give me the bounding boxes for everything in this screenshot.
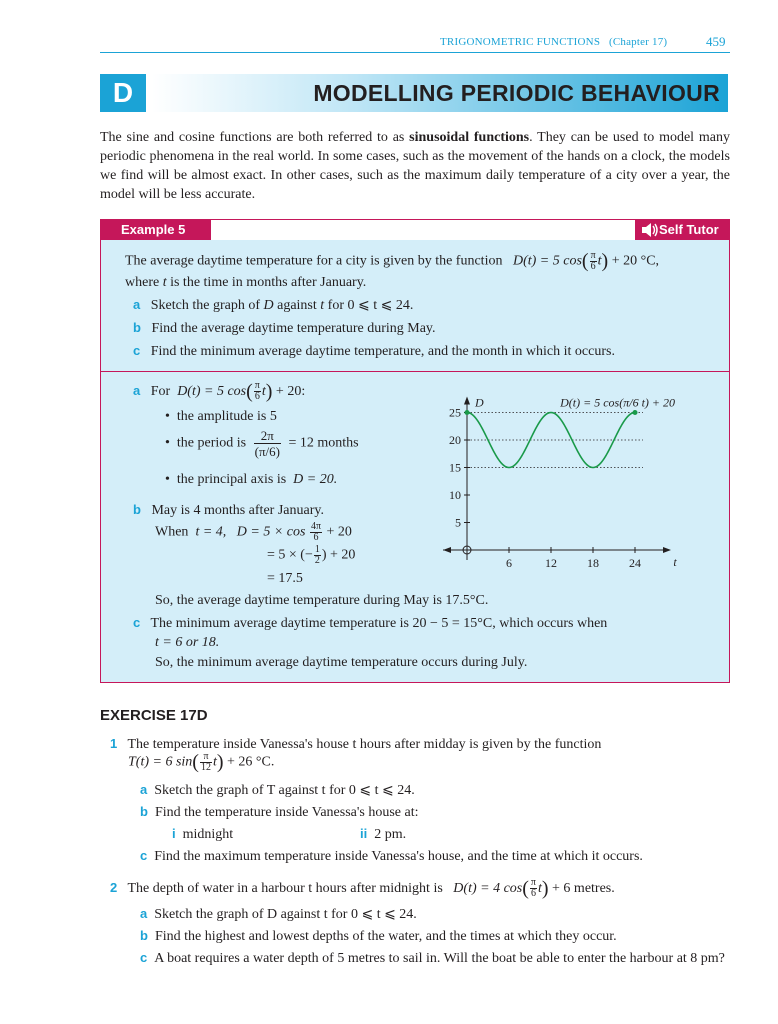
bullet-period: • the period is $\frac{2\pi}{(\pi/6)}$ = 12 months: [165, 428, 359, 459]
header-rule: [100, 52, 730, 53]
y-tick-label: 10: [449, 488, 461, 502]
part-label: c: [133, 343, 141, 358]
q1-b: b Find the temperature inside Vanessa's house at:: [140, 804, 419, 820]
sol-b-t: t = 4,: [195, 524, 227, 540]
sol-a-func: D(t) = 5 cos: [177, 384, 247, 399]
q2-line1: 2 The depth of water in a harbour t hours after midnight is D(t) = 4 cos( $\frac{\pi}{6}$ t) + 6 metres.: [110, 877, 615, 900]
q1-c: c Find the maximum temperature inside Vanessa's house, and the time at which it occurs.: [140, 848, 643, 864]
q2-func-end: + 6 metres.: [552, 881, 615, 896]
axis-val: D = 20.: [293, 472, 338, 487]
question-function: D(t) = 5 cos: [512, 253, 582, 269]
x-tick-label: 12: [545, 556, 557, 570]
self-tutor-label: Self Tutor: [659, 222, 719, 237]
q2-text: The depth of water in a harbour t hours after midnight is: [127, 881, 443, 896]
sol-b-when: When: [155, 524, 189, 540]
q2-a-text: Sketch the graph of D against t for 0 ⩽ t ⩽ 24.: [154, 907, 417, 922]
x-tick-label: 24: [629, 556, 641, 570]
q1-a: a Sketch the graph of T against t for 0 ⩽ t ⩽ 24.: [140, 782, 415, 798]
sol-c-text1: The minimum average daytime temperature is 20 − 5 = 15°C, which occurs when: [150, 616, 608, 631]
section-letter: D: [100, 74, 146, 112]
intro-text-2: . They can be used to model many periodic phenomena in the real world. In some cases, such as the movement of the hands on a clock, the models we find will be almost exact. In other cases, such as the maximum daily temperature of a city over a year, the model will be less accurate.: [100, 130, 730, 202]
sol-a-label: a: [133, 383, 141, 398]
q1-func-tail: t: [212, 754, 217, 770]
q1-line1: [110, 734, 601, 754]
solution-b-line2: [155, 522, 352, 543]
q2-b: b Find the highest and lowest depths of the water, and the times at which they occur.: [140, 928, 617, 944]
sol-b-eq2-tail: ) + 20: [321, 547, 356, 563]
solution-b-line4: [267, 569, 303, 588]
eq2-num: 1: [314, 544, 320, 555]
q1-bii-label: ii: [360, 826, 368, 841]
solution-b-conclusion: [155, 591, 488, 610]
q1-func-pre: T(t) = 6 sin: [128, 754, 193, 770]
q1-bi-label: i: [172, 826, 176, 841]
x-axis-arrow-left: [443, 547, 451, 553]
section-banner: [100, 74, 728, 112]
y-tick-label: 20: [449, 433, 461, 447]
q1-text: The temperature inside Vanessa's house t hours after midday is given by the function: [127, 737, 602, 752]
intro-bold-term: sinusoidal functions: [409, 130, 530, 145]
solution-c-line1: [133, 613, 607, 633]
example-part-c: [133, 341, 615, 361]
q2-func-tail: t: [537, 881, 542, 896]
curve-end-point: [633, 410, 638, 415]
q2-func-den: 6: [530, 888, 536, 900]
sol-b-eq2: = 5 × (−: [267, 547, 313, 563]
running-title: TRIGONOMETRIC FUNCTIONS: [440, 36, 601, 48]
sol-a-for: For: [150, 384, 171, 399]
q2-c-text: A boat requires a water depth of 5 metres to sail in. Will the boat be able to enter the harbour at 8 pm?: [154, 951, 725, 966]
self-tutor-button[interactable]: [635, 220, 729, 240]
eq2-den: 2: [314, 555, 320, 566]
q2-t: t: [162, 275, 167, 290]
q1-b-text: Find the temperature inside Vanessa's house at:: [154, 805, 419, 820]
q1-a-text: Sketch the graph of T against t for 0 ⩽ t ⩽ 24.: [154, 783, 415, 798]
part-var2: t: [320, 298, 325, 313]
section-title: MODELLING PERIODIC BEHAVIOUR: [313, 80, 720, 106]
eq1-num: 4π: [310, 521, 322, 532]
period-num: 2π: [254, 428, 281, 444]
y-tick-label: 5: [455, 515, 461, 530]
q2-b: is the time in months after January.: [166, 275, 367, 290]
q2-b-text: Find the highest and lowest depths of the water, and the times at which they occur.: [154, 929, 617, 944]
y-tick-label: 25: [449, 405, 461, 420]
sol-a-func-var: t: [261, 384, 266, 399]
question-text: The average daytime temperature for a city is given by the function: [125, 253, 503, 269]
x-axis-label: t: [673, 555, 677, 569]
sol-b-label: b: [133, 502, 141, 517]
x-tick-label: 18: [587, 556, 599, 570]
sol-c-text2: t = 6 or 18.: [155, 635, 220, 650]
solution-c-line3: [155, 653, 527, 672]
cosine-graph: [435, 380, 705, 570]
solution-b-line3: [267, 545, 355, 566]
chapter-label: (Chapter 17): [609, 36, 668, 48]
q2-a: a Sketch the graph of D against t for 0 ⩽ t ⩽ 24.: [140, 906, 417, 922]
bullet-amplitude: • the amplitude is 5: [165, 409, 277, 424]
part-text: Find the minimum average daytime temperature, and the month in which it occurs.: [150, 344, 615, 359]
period-den: (π/6): [254, 444, 280, 459]
q2-a: where: [125, 275, 163, 290]
sol-c-label: c: [133, 615, 141, 630]
sol-b-conc: So, the average daytime temperature during May is 17.5°C.: [155, 593, 489, 608]
part-label: b: [133, 320, 141, 335]
y-tick-label: 15: [449, 460, 461, 475]
sol-c-text3: So, the minimum average daytime temperature occurs during July.: [155, 655, 528, 670]
part-text: Sketch the graph of: [150, 298, 264, 313]
period-text: the period is: [176, 435, 247, 451]
example-part-b: [133, 318, 436, 338]
q1-bii: [360, 824, 406, 844]
q2-c: c A boat requires a water depth of 5 metres to sail in. Will the boat be able to enter the harbour at 8 pm?: [140, 950, 725, 966]
solution-a-line: a For D(t) = 5 cos( $\frac{\pi}{6}$ t) + 20:: [133, 380, 306, 403]
example-label: Example 5: [101, 220, 211, 240]
part-label: a: [133, 297, 141, 312]
q1-func-end: + 26 °C.: [227, 754, 275, 770]
y-axis-arrow: [464, 397, 470, 405]
example-question-line2: [125, 273, 366, 292]
page-number: 459: [706, 34, 726, 49]
q1-bii-text: 2 pm.: [374, 827, 407, 842]
amplitude-text: the amplitude is 5: [176, 409, 277, 424]
q2-func-num: π: [530, 877, 536, 889]
question-func-var: t: [597, 253, 602, 269]
bullet-axis: • the principal axis is D = 20.: [165, 472, 338, 487]
sol-b-text: May is 4 months after January.: [151, 503, 324, 518]
x-axis-arrow: [663, 547, 671, 553]
intro-paragraph: [100, 128, 730, 204]
exercise-title: EXERCISE 17D: [100, 707, 208, 724]
q1-func-den: 12: [200, 762, 211, 773]
axis-text: the principal axis is: [176, 472, 287, 487]
part-tail: for 0 ⩽ t ⩽ 24.: [324, 298, 414, 313]
sol-b-eq1: D = 5 × cos: [236, 524, 306, 540]
question-func-tail: + 20 °C,: [611, 253, 660, 269]
q1-func-num: π: [200, 752, 212, 763]
solution-c-line2: [155, 633, 219, 652]
part-var: D: [263, 298, 274, 313]
curve-legend-label: D(t) = 5 cos(π/6 t) + 20: [560, 395, 675, 410]
q1-c-text: Find the maximum temperature inside Vanessa's house, and the time at which it occurs.: [154, 849, 643, 864]
part-text: Find the average daytime temperature during May.: [151, 321, 436, 336]
q1-bi-text: midnight: [182, 827, 234, 842]
curve-start-point: [465, 410, 470, 415]
q2-func-pre: D(t) = 4 cos: [453, 881, 523, 896]
example-box: [100, 219, 730, 683]
example-part-a: [133, 295, 413, 315]
intro-text-1: The sine and cosine functions are both referred to as: [100, 130, 410, 145]
q1-num: 1: [110, 736, 118, 751]
eq1-den: 6: [313, 532, 319, 543]
example-question-line1: The average daytime temperature for a city is given by the function D(t) = 5 cos( $\frac{\pi}{6}$ t) + 20 °C,: [125, 250, 660, 272]
period-post: = 12 months: [288, 435, 359, 451]
running-header: [440, 36, 667, 48]
sol-b-eq1-tail: + 20: [326, 524, 352, 540]
q2-num: 2: [110, 880, 118, 895]
q1-bi: [172, 824, 233, 844]
part-mid: against: [273, 298, 321, 313]
q1-func: T(t) = 6 sin( $\frac{\pi}{12}$ t) + 26 °C.: [128, 751, 275, 773]
x-tick-label: 6: [506, 556, 512, 570]
sol-a-func-end: + 20:: [275, 384, 306, 399]
y-axis-label: D: [475, 395, 484, 410]
solution-b-line1: [133, 500, 324, 520]
sol-b-eq3: = 17.5: [267, 571, 303, 586]
